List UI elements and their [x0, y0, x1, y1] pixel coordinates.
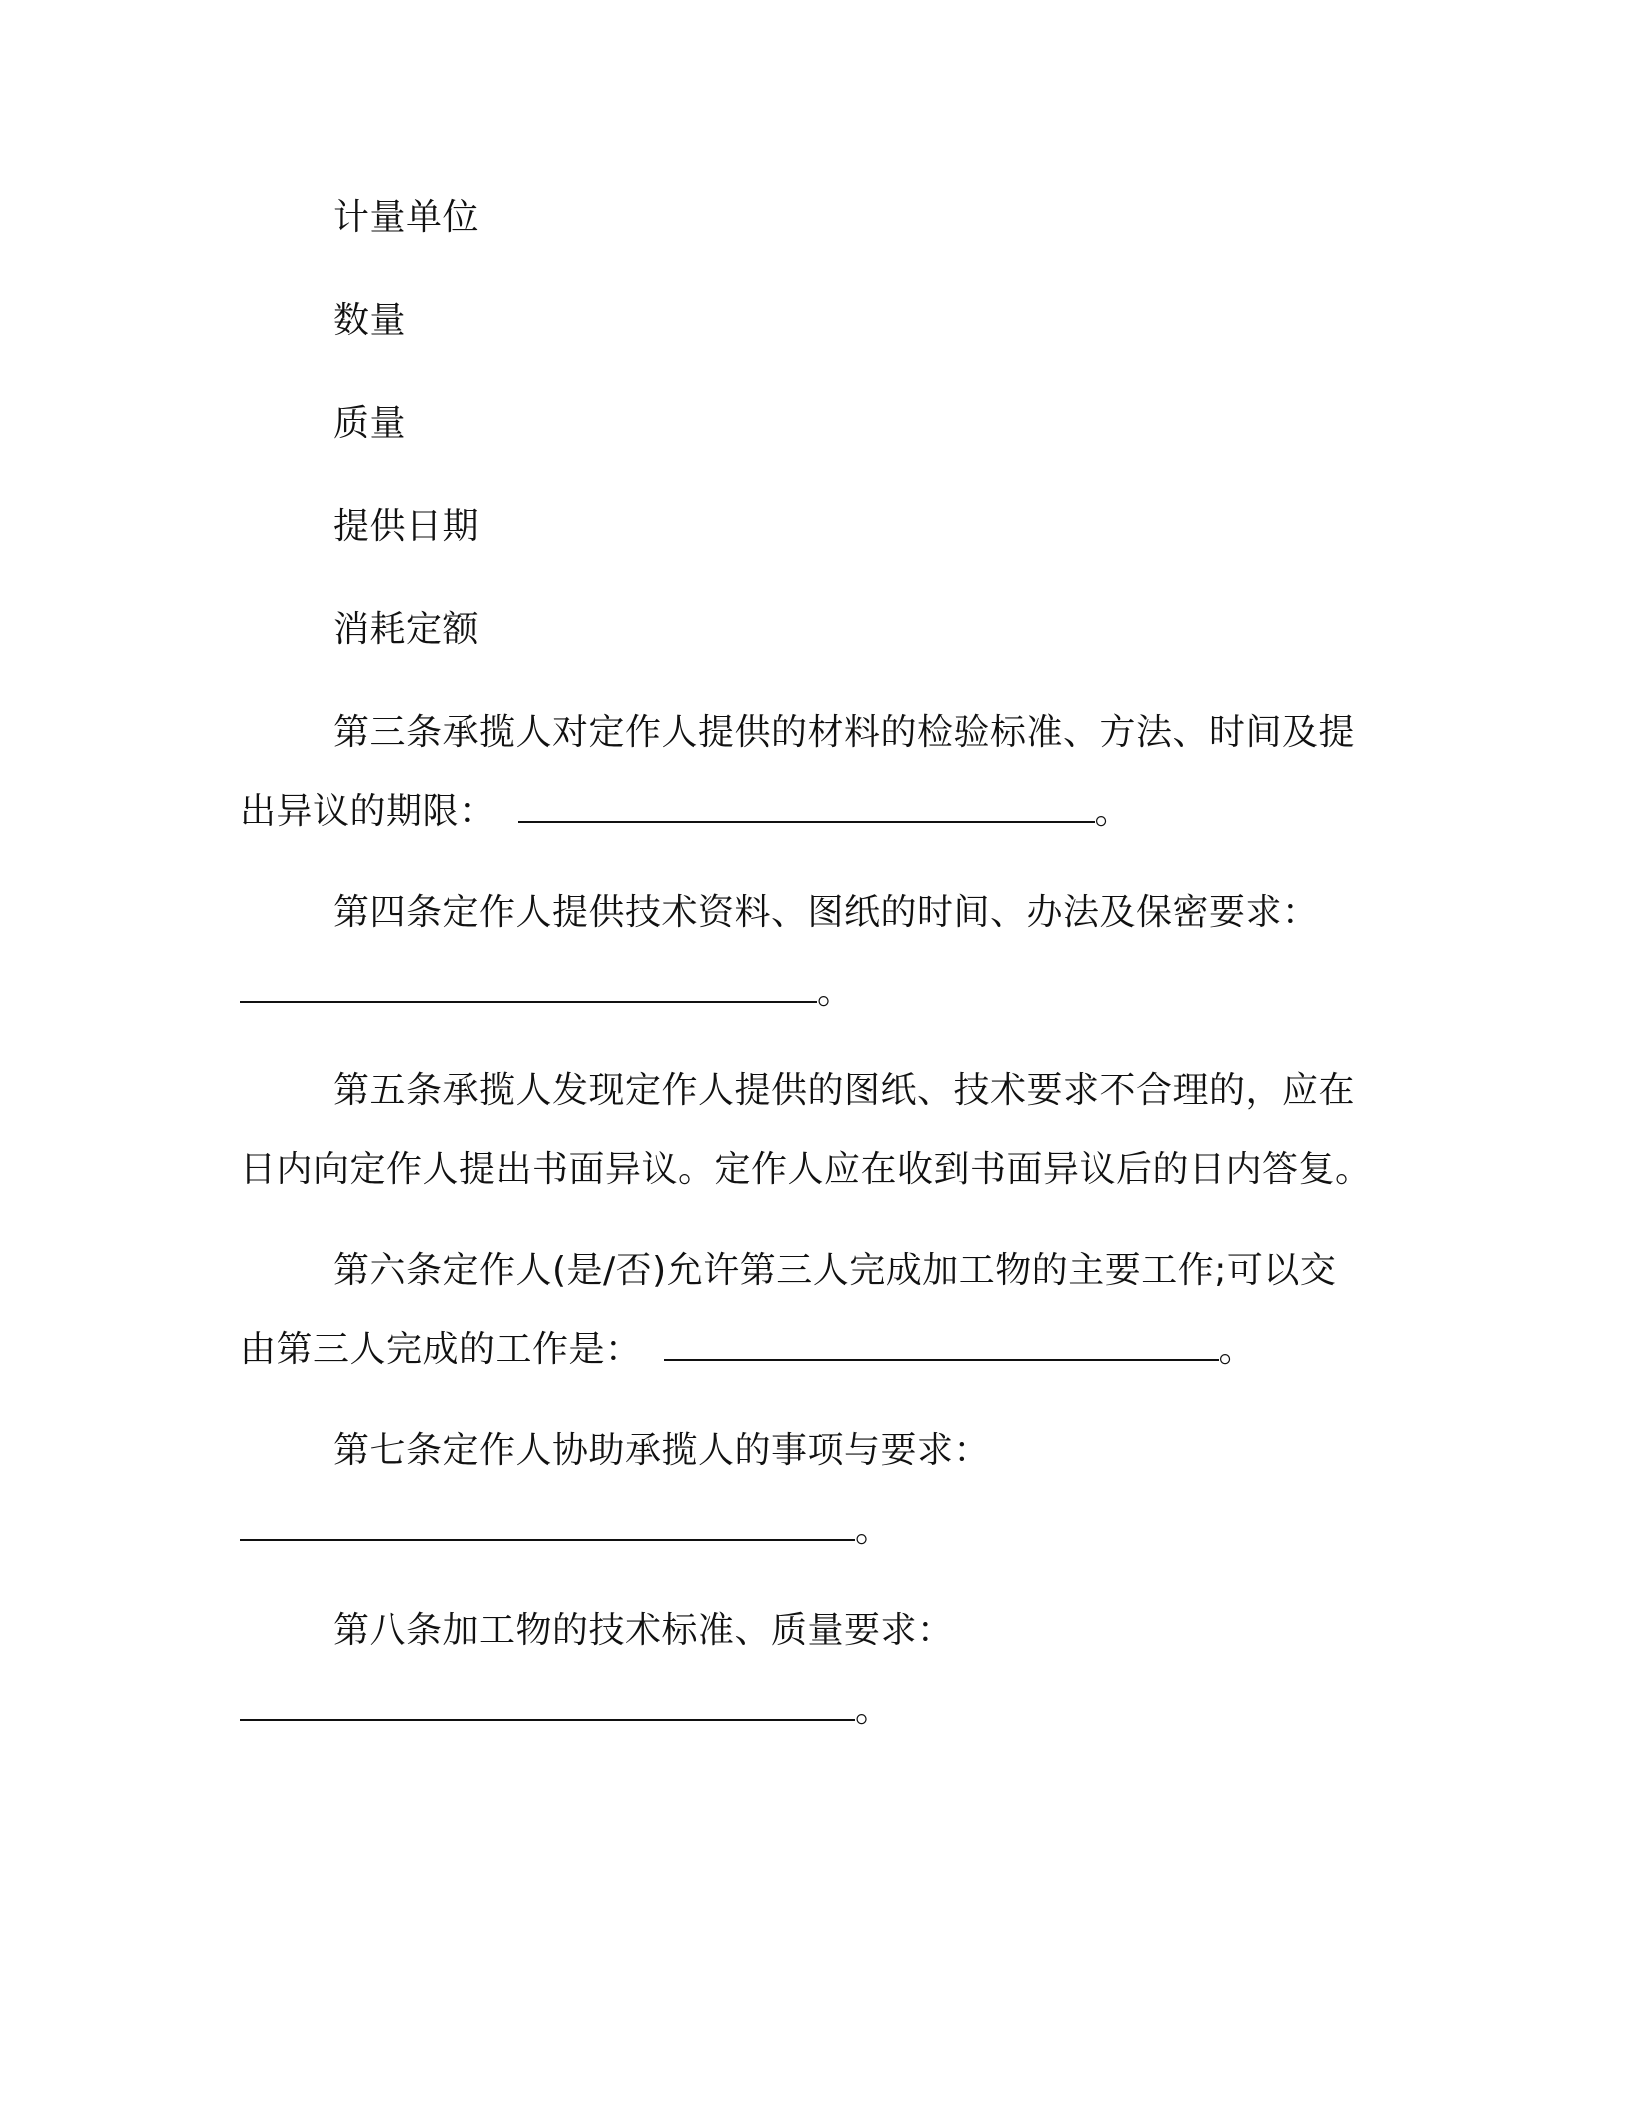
clause-7-line-1: 第七条定作人协助承揽人的事项与要求： [333, 1430, 991, 1471]
clause-8-line-1: 第八条加工物的技术标准、质量要求： [333, 1610, 954, 1651]
clause-4-line-1: 第四条定作人提供技术资料、图纸的时间、办法及保密要求： [333, 892, 1319, 933]
clause-8-line-2 [240, 1688, 892, 1732]
field-quality: 质量 [333, 403, 407, 444]
clause-6-prefix: 由第三人完成的工作是： [240, 1329, 642, 1370]
clause-7-line-2 [240, 1508, 892, 1552]
clause-6-period: 。 [1218, 1329, 1256, 1370]
clause-4-fill-blank[interactable] [240, 971, 817, 1003]
clause-8-fill-blank[interactable] [240, 1689, 855, 1721]
clause-4-line-2 [240, 970, 854, 1014]
clause-3-prefix: 出异议的期限： [240, 791, 496, 832]
clause-3-period: 。 [1094, 791, 1132, 832]
clause-7-period: 。 [855, 1509, 892, 1550]
field-consumption-quota: 消耗定额 [333, 609, 480, 650]
clause-5-line-2: 日内向定作人提出书面异议。定作人应在收到书面异议后的日内答复。 [240, 1149, 1372, 1190]
field-quantity: 数量 [333, 300, 407, 341]
clause-6-line-2 [240, 1328, 1255, 1372]
field-supply-date: 提供日期 [333, 506, 480, 547]
field-measurement-unit: 计量单位 [333, 197, 480, 238]
clause-6-line-1: 第六条定作人(是/否)允许第三人完成加工物的主要工作;可以交 [333, 1250, 1337, 1291]
clause-3-fill-blank[interactable] [518, 791, 1095, 823]
clause-6-fill-blank[interactable] [664, 1329, 1219, 1361]
clause-5-line-1: 第五条承揽人发现定作人提供的图纸、技术要求不合理的，应在 [333, 1070, 1356, 1111]
clause-3-line-1: 第三条承揽人对定作人提供的材料的检验标准、方法、时间及提 [333, 712, 1356, 753]
clause-4-period: 。 [817, 971, 854, 1012]
clause-7-fill-blank[interactable] [240, 1509, 855, 1541]
clause-8-period: 。 [855, 1689, 892, 1730]
clause-3-line-2 [240, 790, 1131, 834]
